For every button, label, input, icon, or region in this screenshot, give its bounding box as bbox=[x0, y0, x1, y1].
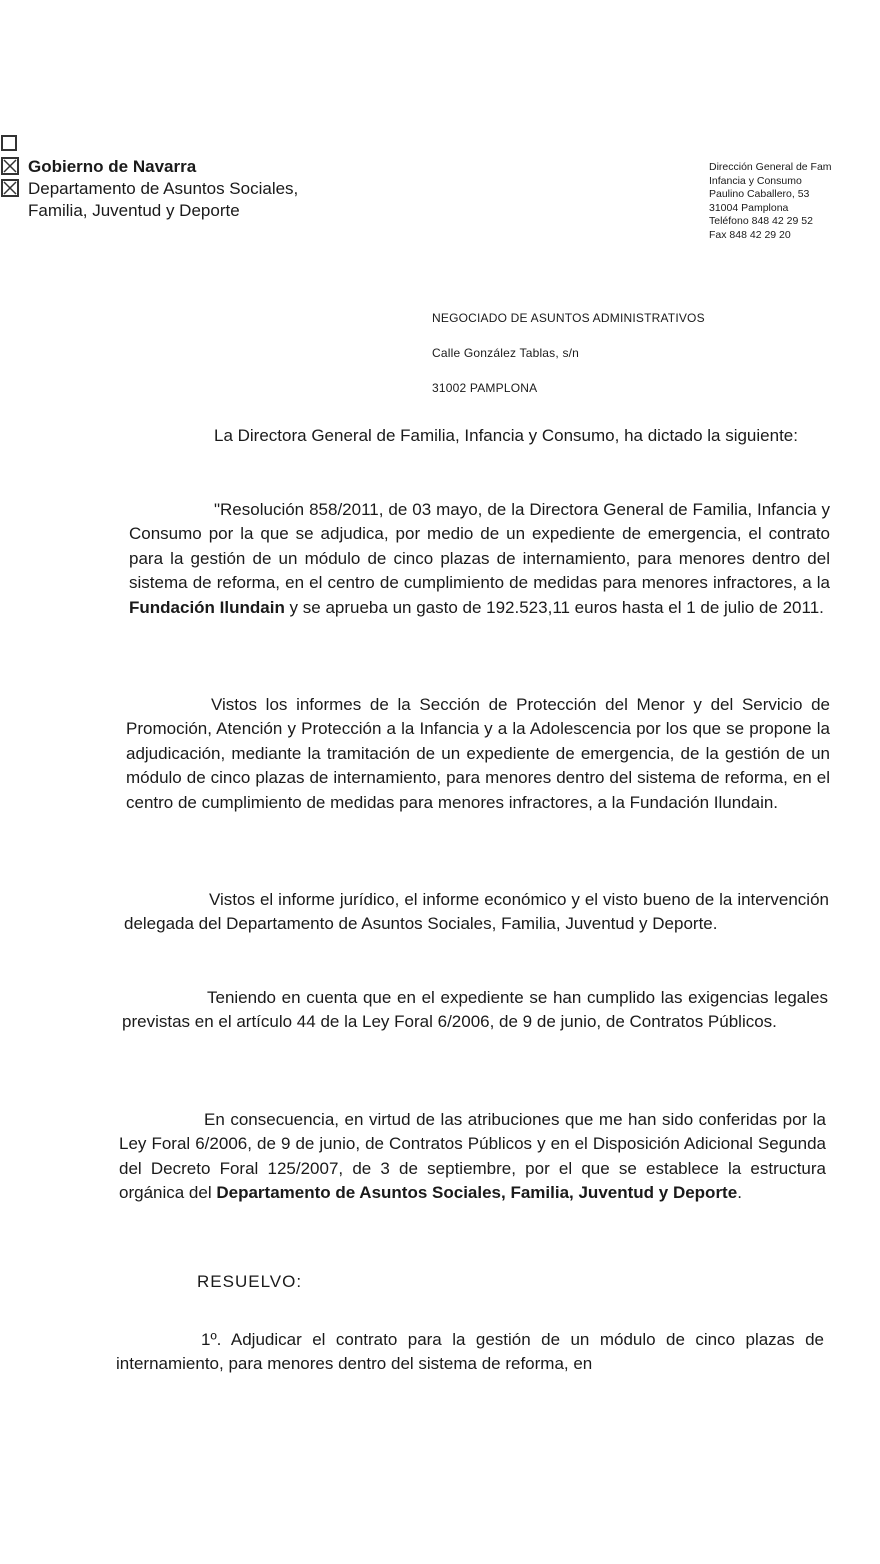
letterhead-org bbox=[28, 156, 298, 222]
recipient-street: Calle González Tablas, s/n bbox=[432, 346, 580, 360]
address-line: 31004 Pamplona bbox=[709, 201, 789, 214]
reports-paragraph: Vistos los informes de la Sección de Protección del Menor y del Servicio de Promoción, Atención y Protección a la Infancia y a la Adolescencia por los que se propone la adjudicación, mediante la tramitación de un expediente de emergencia, de la gestión de un módulo de cinco plazas de internamiento, para menores dentro del sistema de reforma, en el centro de cumplimiento de medidas para menores infractores, a la Fundación Ilundain. bbox=[126, 695, 830, 812]
address-line: Infancia y Consumo bbox=[709, 174, 802, 187]
address-line: Paulino Caballero, 53 bbox=[709, 188, 810, 200]
requirements-paragraph: Teniendo en cuenta que en el expediente se han cumplido las exigencias legales previstas en el artículo 44 de la Ley Foral 6/2006, de 9 de junio, de Contratos Públicos. bbox=[122, 988, 828, 1032]
resuelvo-heading: RESUELVO: bbox=[197, 1272, 303, 1291]
resolution-paragraph: "Resolución 858/2011, de 03 mayo, de la Directora General de Familia, Infancia y Consumo por la que se adjudica, por medio de un expediente de emergencia, el contrato para la gestión de un módulo de cinco plazas de internamiento, para menores dentro del sistema de reforma, en el centro de cumplimiento de medidas para menores infractores, a la Fundación Ilundain y se aprueba un gasto de 192.523,11 euros hasta el 1 de julio de 2011. bbox=[129, 500, 830, 617]
awardee-name: Fundación Ilundain bbox=[129, 597, 285, 617]
address-line: Teléfono 848 42 29 52 bbox=[709, 215, 813, 227]
address-line: Dirección General de Fam bbox=[709, 161, 832, 173]
powers-paragraph: En consecuencia, en virtud de las atribuciones que me han sido conferidas por la Ley Foral 6/2006, de 9 de junio, de Contratos Públicos y en el Disposición Adicional Segunda del Decreto Foral 125/2007, de 3 de septiembre, por el que se establece la estructura orgánica del Departamento de Asuntos Sociales, Familia, Juventud y Deporte. bbox=[119, 1110, 826, 1203]
legal-report-paragraph: Vistos el informe jurídico, el informe económico y el visto bueno de la intervención delegada del Departamento de Asuntos Sociales, Familia, Juventud y Deporte. bbox=[124, 890, 829, 934]
department-name: Departamento de Asuntos Sociales, Familia, Juventud y Deporte bbox=[216, 1183, 738, 1203]
address-line: Fax 848 42 29 20 bbox=[709, 228, 791, 241]
recipient-office: NEGOCIADO DE ASUNTOS ADMINISTRATIVOS bbox=[432, 311, 705, 325]
recipient-city: 31002 PAMPLONA bbox=[432, 381, 538, 395]
org-department: Departamento de Asuntos Sociales, bbox=[28, 179, 299, 198]
letterhead-address bbox=[709, 161, 832, 242]
intro-paragraph: La Directora General de Familia, Infancia y Consumo, ha dictado la siguiente: bbox=[214, 426, 798, 445]
navarra-coat-of-arms-icon bbox=[0, 130, 24, 200]
org-department-cont: Familia, Juventud y Deporte bbox=[28, 201, 240, 220]
org-name: Gobierno de Navarra bbox=[28, 157, 197, 176]
first-resolution-item: 1º. Adjudicar el contrato para la gestión de un módulo de cinco plazas de internamiento, para menores dentro del sistema de reforma, en bbox=[116, 1330, 824, 1374]
